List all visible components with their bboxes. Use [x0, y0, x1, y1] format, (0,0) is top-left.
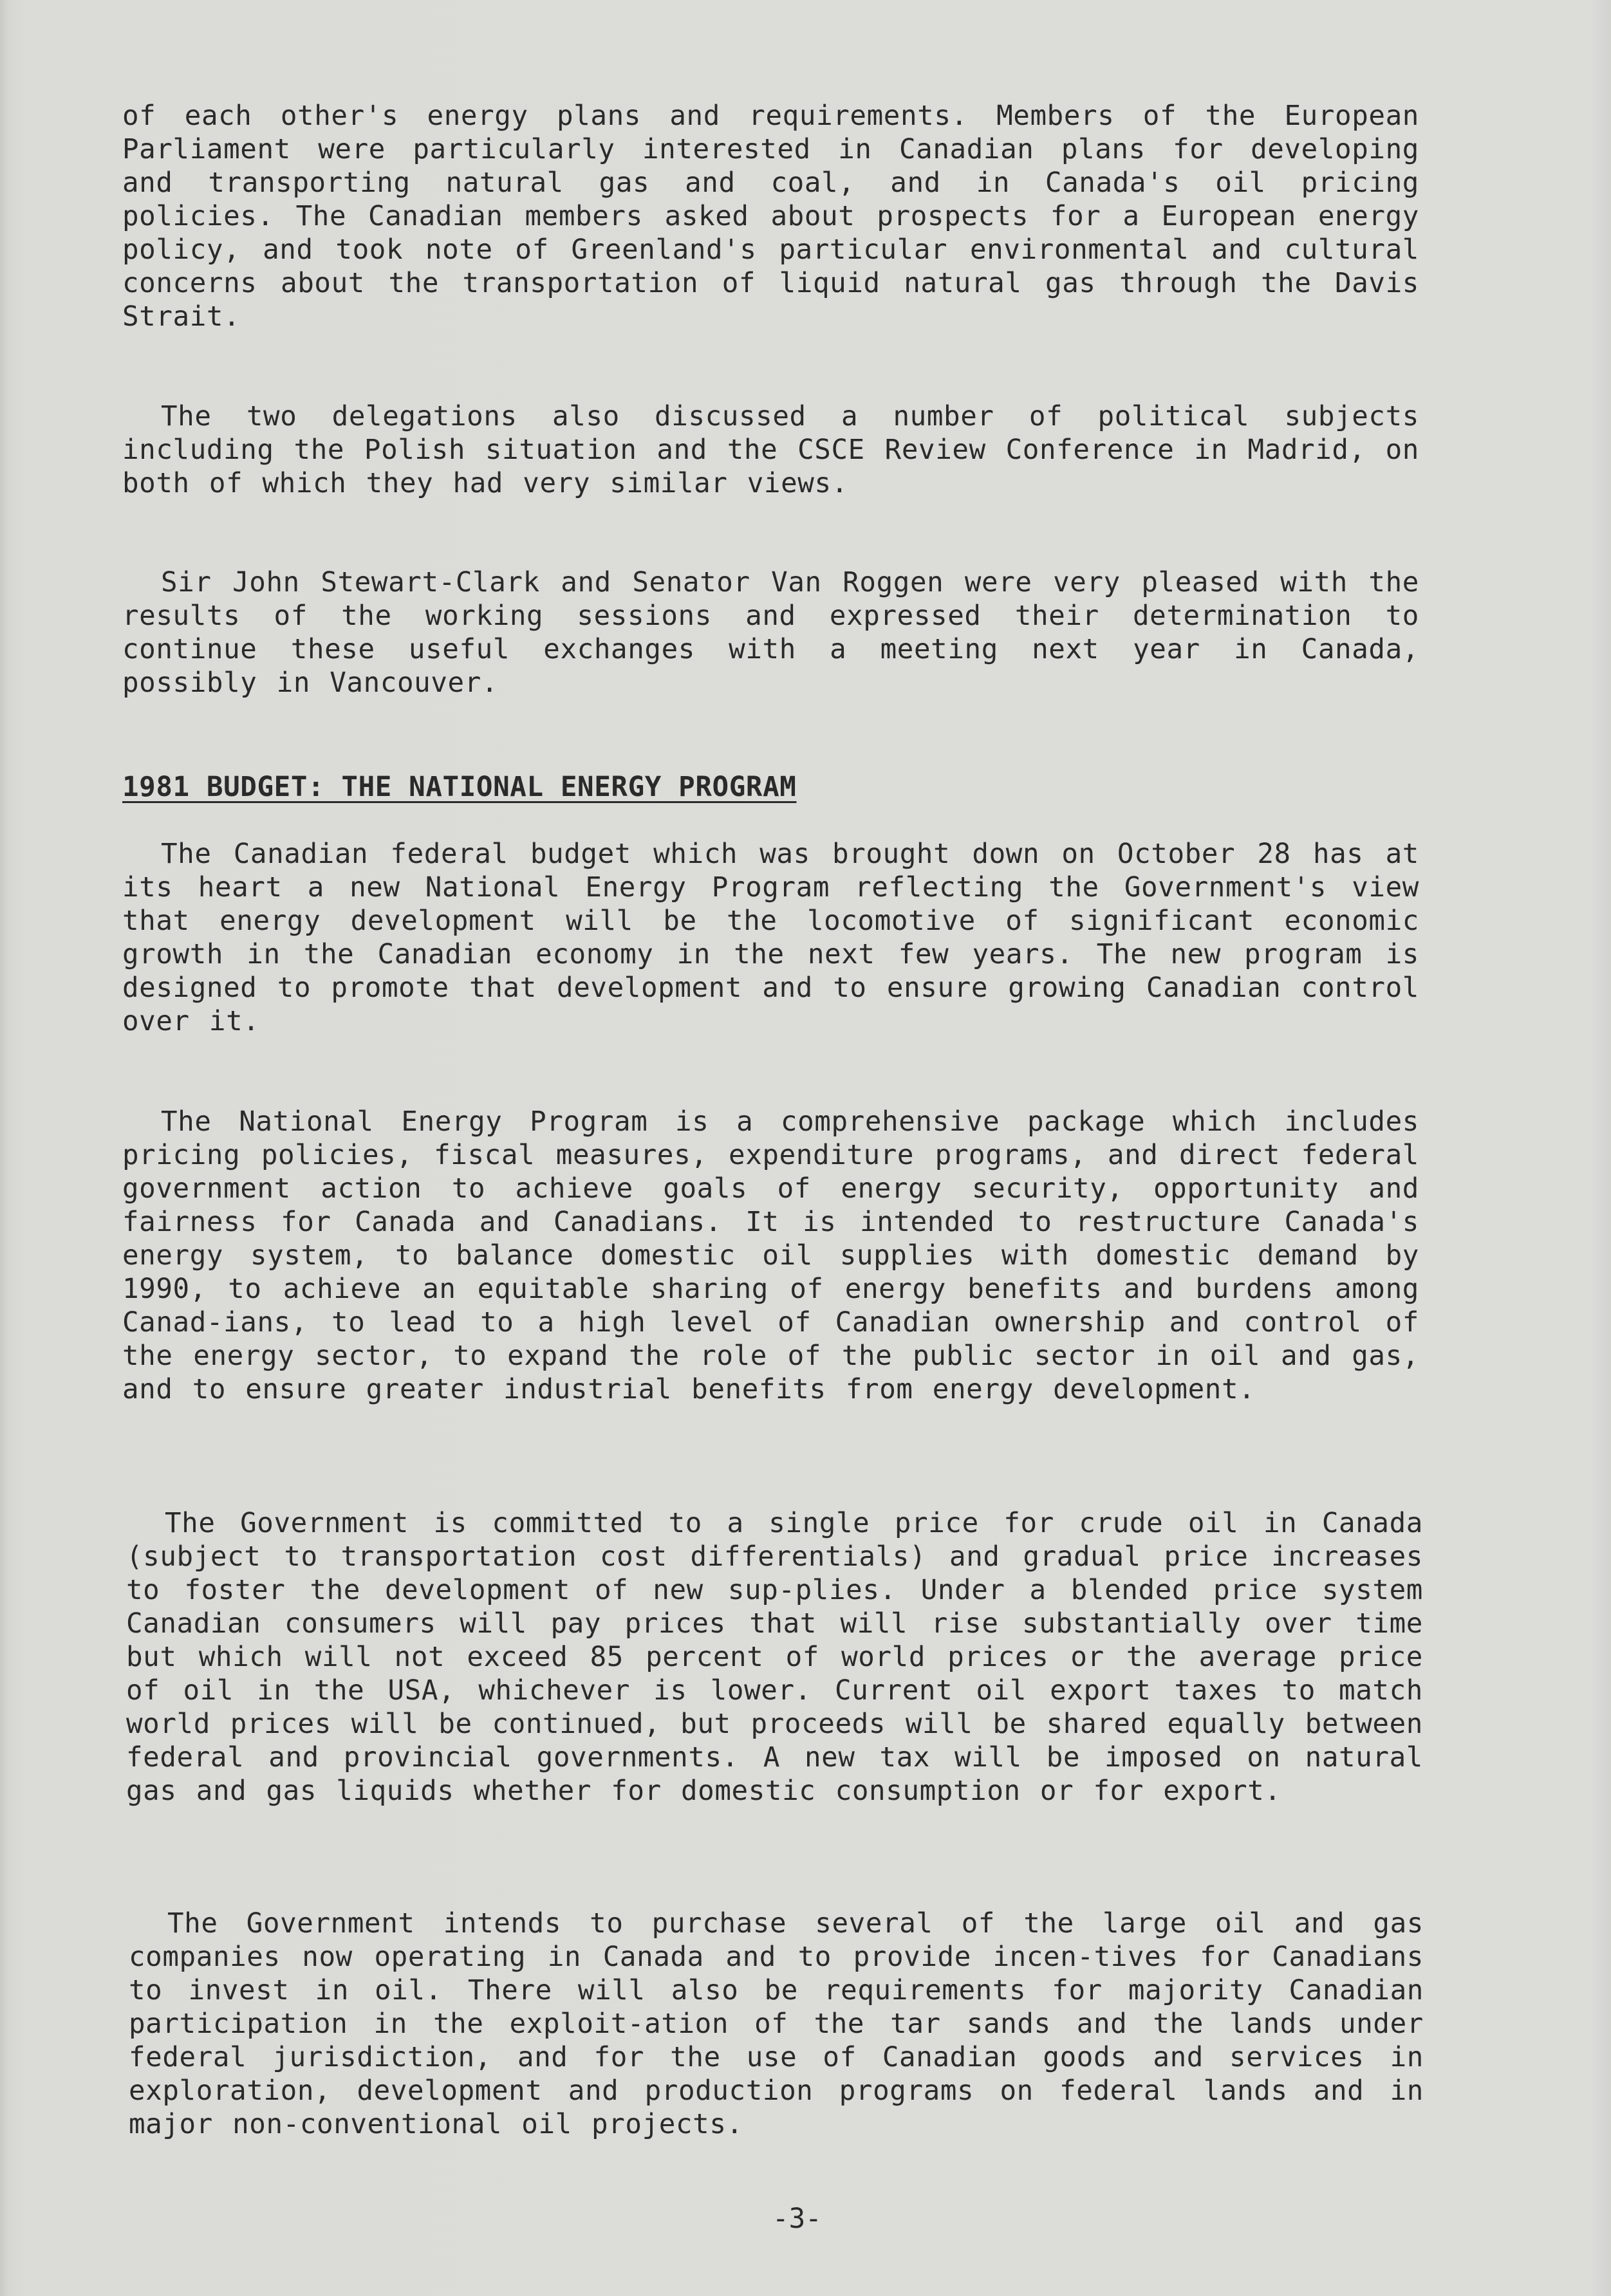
section-heading: 1981 BUDGET: THE NATIONAL ENERGY PROGRAM — [122, 772, 797, 803]
paragraph-energy-program: The National Energy Program is a comprehensive package which includes pricing policies, fiscal measures, expenditure programs, and direct federal government action to achieve goals of energy security, opportunity and fairness for Canada and Canadians. It is intended to restructure Canada's energy system, to balance domestic oil supplies with domestic demand by 1990, to achieve an equitable sharing of energy benefits and burdens among Canad-ians, to lead to a high level of Canadian ownership and control of the energy sector, to expand the role of the public sector in oil and gas, and to ensure greater industrial benefits from energy development. — [122, 1106, 1419, 1405]
page-number: -3- — [772, 2203, 822, 2235]
paragraph-ownership: The Government intends to purchase several of the large oil and gas companies now operating in Canada and to provide incen-tives for Canadians to invest in oil. There will also be requirements for majority Canadian participation in the exploit-ation of the tar sands and the lands under federal jurisdiction, and for the use of Canadian goods and services in exploration, development and production programs on federal lands and in major non-conventional oil projects. — [129, 1908, 1424, 2140]
paragraph-budget: The Canadian federal budget which was brought down on October 28 has at its heart a new National Energy Program reflecting the Government's view that energy development will be the locomotive of significant economic growth in the Canadian economy in the next few years. The new program is designed to promote that development and to ensure growing Canadian control over it. — [122, 838, 1419, 1037]
paragraph-closing-remarks: Sir John Stewart-Clark and Senator Van Roggen were very pleased with the results of the working sessions and expressed their determination to continue these useful exchanges with a meeting next year in Canada, possibly in Vancouver. — [122, 567, 1419, 699]
paragraph-political-subjects: The two delegations also discussed a number of political subjects including the Polish situation and the CSCE Review Conference in Madrid, on both of which they had very similar views. — [122, 401, 1419, 499]
paragraph-continuation: of each other's energy plans and requirements. Members of the European Parliament were particularly interested in Canadian plans for developing and transporting natural gas and coal, and in Canada's oil pricing policies. The Canadian members asked about prospects for a European energy policy, and took note of Greenland's particular environmental and cultural concerns about the transportation of liquid natural gas through the Davis Strait. — [122, 100, 1419, 333]
paragraph-oil-pricing: The Government is committed to a single price for crude oil in Canada (subject to transportation cost differentials) and gradual price increases to foster the development of new sup-plies. Under a blended price system Canadian consumers will pay prices that will rise substantially over time but which will not exceed 85 percent of world prices or the average price of oil in the USA, whichever is lower. Current oil export taxes to match world prices will be continued, but proceeds will be shared equally between federal and provincial governments. A new tax will be imposed on natural gas and gas liquids whether for domestic consumption or for export. — [126, 1508, 1423, 1807]
